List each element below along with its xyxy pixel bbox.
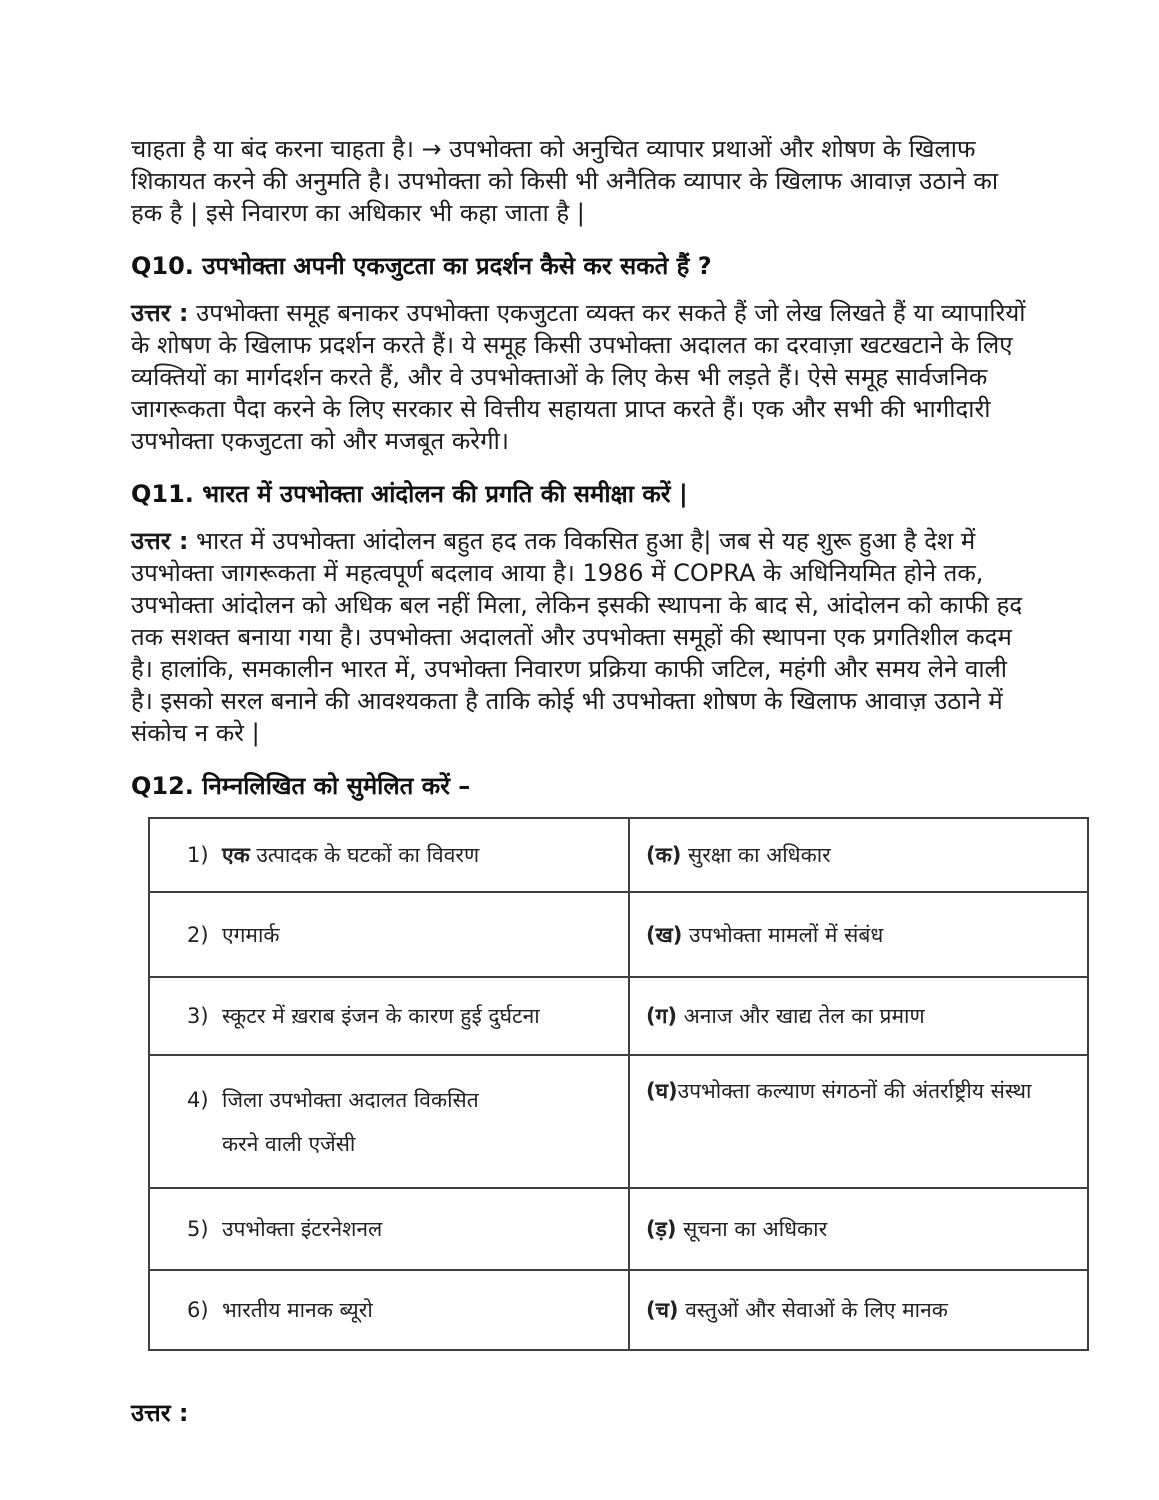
right-cell (629, 1055, 1088, 1188)
left-cell (149, 1055, 629, 1188)
left-cell-text: उपभोक्ता इंटरनेशनल (222, 1217, 383, 1241)
table-row (149, 892, 1088, 977)
right-cell-text: उपभोक्ता मामलों में संबंध (682, 922, 884, 947)
right-cell-text: वस्तुओं और सेवाओं के लिए मानक (678, 1298, 948, 1322)
left-cell-text: उत्पादक के घटकों का विवरण (249, 843, 480, 867)
left-cell-bold-text: एक (222, 843, 250, 867)
left-cell-line1 (187, 1085, 620, 1115)
final-answer-label: उत्तर : (131, 1399, 189, 1427)
row-number: 1) (187, 843, 209, 867)
right-cell-text: अनाज और खाद्य तेल का प्रमाण (677, 1004, 925, 1028)
table-row (149, 1270, 1088, 1350)
right-cell (629, 818, 1088, 892)
table-row (149, 1055, 1088, 1188)
right-cell (629, 977, 1088, 1055)
match-table (148, 817, 1089, 1351)
right-cell-label: (क) (646, 843, 682, 867)
left-cell (149, 1188, 629, 1270)
left-cell (149, 977, 629, 1055)
right-cell-text: उपभोक्ता कल्याण संगठनों की अंतर्राष्ट्रीय संस्था (677, 1079, 1032, 1103)
answer-paragraph-q11 (131, 525, 1028, 749)
left-cell-text: जिला उपभोक्ता अदालत विकसित (222, 1087, 479, 1112)
question-heading-q12: Q12. निम्नलिखित को सुमेलित करें – (131, 772, 471, 800)
intro-paragraph: चाहता है या बंद करना चाहता है। → उपभोक्ता को अनुचित व्यापार प्रथाओं और शोषण के खिलाफ शिकायत करने की अनुमति है। उपभोक्ता को किसी भी अनैतिक व्यापार के खिलाफ आवाज़ उठाने का हक है | इसे निवारण का अधिकार भी कहा जाता है | (131, 135, 999, 227)
right-cell-label: (घ) (646, 1079, 678, 1103)
right-cell-label: (ख) (646, 922, 683, 947)
answer-label: उत्तर : (131, 527, 189, 555)
left-cell (149, 818, 629, 892)
row-number: 6) (187, 1298, 209, 1322)
right-cell-text: सूचना का अधिकार (676, 1217, 828, 1241)
answer-text-q10: उपभोक्ता समूह बनाकर उपभोक्ता एकजुटता व्यक्त कर सकते हैं जो लेख लिखते हैं या व्यापारियों के शोषण के खिलाफ प्रदर्शन करते हैं। ये समूह किसी उपभोक्ता अदालत का दरवाज़ा खटखटाने के लिए व्यक्तियों का मार्गदर्शन करते हैं, और वे उपभोक्ताओं के लिए केस भी लड़ते हैं। ऐसे समूह सार्वजनिक जागरूकता पैदा करने के लिए सरकार से वित्तीय सहायता प्राप्त करते हैं। एक और सभी की भागीदारी उपभोक्ता एकजुटता को और मजबूत करेगी। (131, 299, 1026, 455)
right-cell (629, 892, 1088, 977)
row-number: 4) (187, 1087, 209, 1112)
answer-text-q11: भारत में उपभोक्ता आंदोलन बहुत हद तक विकसित हुआ है| जब से यह शुरू हुआ है देश में उपभोक्ता जागरूकता में महत्वपूर्ण बदलाव आया है। 1986 में COPRA के अधिनियमित होने तक, उपभोक्ता आंदोलन को अधिक बल नहीं मिला, लेकिन इसकी स्थापना के बाद से, आंदोलन को काफी हद तक सशक्त बनाया गया है। उपभोक्ता अदालतों और उपभोक्ता समूहों की स्थापना एक प्रगतिशील कदम है। हालांकि, समकालीन भारत में, उपभोक्ता निवारण प्रक्रिया काफी जटिल, महंगी और समय लेने वाली है। इसको सरल बनाने की आवश्यकता है ताकि कोई भी उपभोक्ता शोषण के खिलाफ आवाज़ उठाने में संकोच न करे | (131, 527, 1023, 747)
left-cell-text: एगमार्क (222, 922, 280, 947)
left-cell-text: भारतीय मानक ब्यूरो (222, 1298, 373, 1322)
answer-label: उत्तर : (131, 299, 189, 327)
left-cell (149, 892, 629, 977)
row-number: 5) (187, 1217, 209, 1241)
left-cell-text: स्कूटर में ख़राब इंजन के कारण हुई दुर्घटना (222, 1004, 540, 1028)
right-cell (629, 1270, 1088, 1350)
left-cell-line2: करने वाली एजेंसी (222, 1131, 356, 1156)
answer-paragraph-q10 (131, 297, 1028, 457)
question-heading-q11: Q11. भारत में उपभोक्ता आंदोलन की प्रगति की समीक्षा करें | (131, 480, 688, 508)
question-heading-q10: Q10. उपभोक्ता अपनी एकजुटता का प्रदर्शन कैसे कर सकते हैं ? (131, 252, 712, 280)
table-row (149, 818, 1088, 892)
right-cell-text: सुरक्षा का अधिकार (681, 843, 831, 867)
right-cell-label: (ग) (646, 1004, 678, 1028)
table-row (149, 977, 1088, 1055)
table-row (149, 1188, 1088, 1270)
right-cell-label: (च) (646, 1298, 679, 1322)
row-number: 3) (187, 1004, 209, 1028)
right-cell-label: (ड़) (646, 1217, 677, 1241)
row-number: 2) (187, 922, 209, 947)
left-cell (149, 1270, 629, 1350)
right-cell (629, 1188, 1088, 1270)
